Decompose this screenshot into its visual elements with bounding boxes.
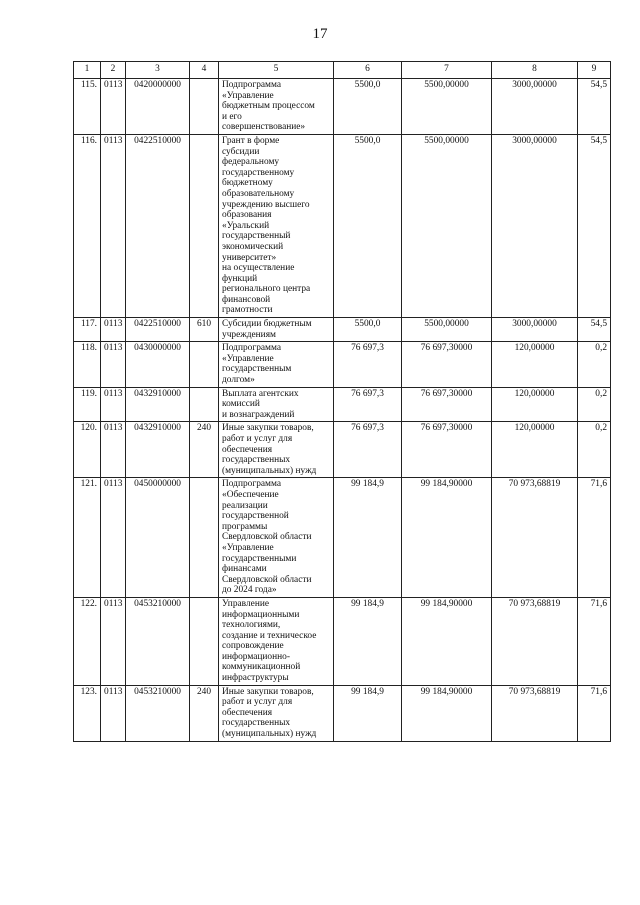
row-number-cell: 117. <box>74 318 101 342</box>
row-number-cell: 116. <box>74 134 101 317</box>
percent-cell: 71,6 <box>578 478 611 598</box>
item-name-cell <box>219 79 334 135</box>
row-number-cell: 119. <box>74 387 101 422</box>
plan-amount-cell: 5500,00000 <box>402 134 492 317</box>
target-code-cell: 0453210000 <box>126 597 190 685</box>
executed-amount-cell: 3000,00000 <box>492 79 578 135</box>
item-name-line: Субсидии бюджетным <box>222 319 312 330</box>
item-name-line: и его <box>222 111 242 122</box>
approved-amount-cell: 99 184,9 <box>334 597 402 685</box>
row-number-cell: 118. <box>74 342 101 387</box>
header-col-7: 7 <box>402 62 492 79</box>
item-name-line: Иные закупки товаров, <box>222 423 314 434</box>
item-name-line: и вознаграждений <box>222 409 295 420</box>
item-name-line: государственной <box>222 511 289 522</box>
item-name-line: Подпрограмма <box>222 479 282 490</box>
percent-cell: 54,5 <box>578 79 611 135</box>
item-name-line: Выплата агентских <box>222 388 299 399</box>
expense-type-cell: 240 <box>190 422 219 478</box>
item-name-line: учреждению высшего <box>222 199 310 210</box>
header-col-4: 4 <box>190 62 219 79</box>
row-number-cell: 123. <box>74 685 101 741</box>
target-code-cell: 0450000000 <box>126 478 190 598</box>
item-name-line: «Управление <box>222 353 274 364</box>
item-name-cell <box>219 597 334 685</box>
item-name-line: федеральному <box>222 157 280 168</box>
section-code-cell: 0113 <box>101 342 126 387</box>
item-name-line: государственным <box>222 364 292 375</box>
percent-cell: 71,6 <box>578 685 611 741</box>
expense-type-cell <box>190 597 219 685</box>
item-name-line: «Обеспечение <box>222 489 279 500</box>
percent-cell: 0,2 <box>578 422 611 478</box>
target-code-cell: 0420000000 <box>126 79 190 135</box>
item-name-line: программы <box>222 521 268 532</box>
header-col-5: 5 <box>219 62 334 79</box>
item-name-cell <box>219 422 334 478</box>
item-name-line: работ и услуг для <box>222 434 293 444</box>
item-name-line: бюджетным процессом <box>222 101 315 112</box>
target-code-cell: 0432910000 <box>126 422 190 478</box>
plan-amount-cell: 76 697,30000 <box>402 342 492 387</box>
table-row <box>74 342 611 387</box>
item-name-line: государственными <box>222 553 297 564</box>
item-name-line: государственный <box>222 231 291 242</box>
item-name-cell <box>219 318 334 342</box>
approved-amount-cell: 5500,0 <box>334 134 402 317</box>
item-name-line: Управление <box>222 598 270 609</box>
target-code-cell: 0430000000 <box>126 342 190 387</box>
table-row <box>74 79 611 135</box>
budget-table <box>73 61 611 742</box>
table-row <box>74 387 611 422</box>
row-number-cell: 122. <box>74 597 101 685</box>
item-name-line: (муниципальных) нужд <box>222 465 317 476</box>
target-code-cell: 0422510000 <box>126 318 190 342</box>
item-name-cell <box>219 478 334 598</box>
item-name-line: сопровождение <box>222 641 284 652</box>
item-name-line: Грант в форме <box>222 135 280 146</box>
section-code-cell: 0113 <box>101 422 126 478</box>
item-name-cell <box>219 685 334 741</box>
executed-amount-cell: 70 973,68819 <box>492 478 578 598</box>
table-row <box>74 685 611 741</box>
item-name-line: Свердловской области <box>222 532 312 543</box>
item-name-line: финансовой <box>222 294 271 305</box>
item-name-line: долгом» <box>222 375 255 386</box>
expense-type-cell <box>190 387 219 422</box>
expense-type-cell <box>190 134 219 317</box>
item-name-line: (муниципальных) нужд <box>222 729 317 740</box>
item-name-line: реализации <box>222 500 268 511</box>
header-col-6: 6 <box>334 62 402 79</box>
item-name-line: работ и услуг для <box>222 697 293 708</box>
item-name-line: до 2024 года» <box>222 585 277 596</box>
table-body <box>74 79 611 742</box>
plan-amount-cell: 99 184,90000 <box>402 685 492 741</box>
executed-amount-cell: 70 973,68819 <box>492 685 578 741</box>
percent-cell: 71,6 <box>578 597 611 685</box>
approved-amount-cell: 76 697,3 <box>334 387 402 422</box>
header-col-2: 2 <box>101 62 126 79</box>
approved-amount-cell: 99 184,9 <box>334 685 402 741</box>
item-name-line: регионального центра <box>222 284 311 295</box>
target-code-cell: 0432910000 <box>126 387 190 422</box>
expense-type-cell: 240 <box>190 685 219 741</box>
percent-cell: 54,5 <box>578 134 611 317</box>
item-name-line: субсидии <box>222 146 260 157</box>
executed-amount-cell: 120,00000 <box>492 387 578 422</box>
percent-cell: 0,2 <box>578 342 611 387</box>
percent-cell: 0,2 <box>578 387 611 422</box>
header-col-8: 8 <box>492 62 578 79</box>
header-col-9: 9 <box>578 62 611 79</box>
item-name-line: информационно- <box>222 651 290 662</box>
item-name-line: Подпрограмма <box>222 80 282 90</box>
item-name-line: бюджетному <box>222 178 273 189</box>
item-name-line: экономический <box>222 241 284 252</box>
plan-amount-cell: 76 697,30000 <box>402 422 492 478</box>
approved-amount-cell: 99 184,9 <box>334 478 402 598</box>
section-code-cell: 0113 <box>101 387 126 422</box>
header-row <box>74 62 611 79</box>
header-col-3: 3 <box>126 62 190 79</box>
expense-type-cell <box>190 79 219 135</box>
item-name-line: государственному <box>222 167 295 178</box>
item-name-line: функций <box>222 273 258 284</box>
item-name-line: информационными <box>222 609 300 620</box>
expense-type-cell: 610 <box>190 318 219 342</box>
section-code-cell: 0113 <box>101 597 126 685</box>
item-name-line: учреждениям <box>222 329 276 340</box>
executed-amount-cell: 3000,00000 <box>492 134 578 317</box>
target-code-cell: 0453210000 <box>126 685 190 741</box>
row-number-cell: 121. <box>74 478 101 598</box>
executed-amount-cell: 120,00000 <box>492 342 578 387</box>
item-name-line: образовательному <box>222 188 295 199</box>
item-name-line: финансами <box>222 564 267 575</box>
item-name-line: государственных <box>222 455 291 466</box>
item-name-line: «Уральский <box>222 220 270 231</box>
header-col-1: 1 <box>74 62 101 79</box>
section-code-cell: 0113 <box>101 318 126 342</box>
table-header <box>74 62 611 79</box>
approved-amount-cell: 76 697,3 <box>334 342 402 387</box>
item-name-line: инфраструктуры <box>222 673 289 684</box>
section-code-cell: 0113 <box>101 134 126 317</box>
table-row <box>74 478 611 598</box>
item-name-line: на осуществление <box>222 263 295 274</box>
item-name-line: грамотности <box>222 305 273 316</box>
item-name-cell <box>219 387 334 422</box>
item-name-line: Иные закупки товаров, <box>222 686 314 697</box>
page-number: 17 <box>312 26 328 42</box>
section-code-cell: 0113 <box>101 685 126 741</box>
item-name-line: образования <box>222 210 272 221</box>
row-number-cell: 115. <box>74 79 101 135</box>
item-name-line: Подпрограмма <box>222 343 282 354</box>
item-name-line: обеспечения <box>222 707 273 718</box>
plan-amount-cell: 76 697,30000 <box>402 387 492 422</box>
table-row <box>74 422 611 478</box>
approved-amount-cell: 5500,0 <box>334 318 402 342</box>
item-name-cell <box>219 342 334 387</box>
table-row <box>74 318 611 342</box>
executed-amount-cell: 3000,00000 <box>492 318 578 342</box>
item-name-line: Свердловской области <box>222 574 312 585</box>
plan-amount-cell: 99 184,90000 <box>402 478 492 598</box>
plan-amount-cell: 99 184,90000 <box>402 597 492 685</box>
approved-amount-cell: 5500,0 <box>334 79 402 135</box>
item-name-line: технологиями, <box>222 620 281 631</box>
item-name-line: «Управление <box>222 542 274 553</box>
item-name-line: «Управление <box>222 90 274 101</box>
item-name-line: совершенствование» <box>222 122 306 133</box>
item-name-line: обеспечения <box>222 444 273 455</box>
section-code-cell: 0113 <box>101 478 126 598</box>
item-name-line: создание и техническое <box>222 630 317 641</box>
item-name-line: коммуникационной <box>222 662 301 673</box>
item-name-line: комиссий <box>222 399 260 410</box>
executed-amount-cell: 120,00000 <box>492 422 578 478</box>
target-code-cell: 0422510000 <box>126 134 190 317</box>
percent-cell: 54,5 <box>578 318 611 342</box>
plan-amount-cell: 5500,00000 <box>402 318 492 342</box>
item-name-cell <box>219 134 334 317</box>
executed-amount-cell: 70 973,68819 <box>492 597 578 685</box>
item-name-line: университет» <box>222 252 277 263</box>
row-number-cell: 120. <box>74 422 101 478</box>
table-row <box>74 597 611 685</box>
expense-type-cell <box>190 342 219 387</box>
expense-type-cell <box>190 478 219 598</box>
table-row <box>74 134 611 317</box>
approved-amount-cell: 76 697,3 <box>334 422 402 478</box>
plan-amount-cell: 5500,00000 <box>402 79 492 135</box>
item-name-line: государственных <box>222 718 291 729</box>
section-code-cell: 0113 <box>101 79 126 135</box>
